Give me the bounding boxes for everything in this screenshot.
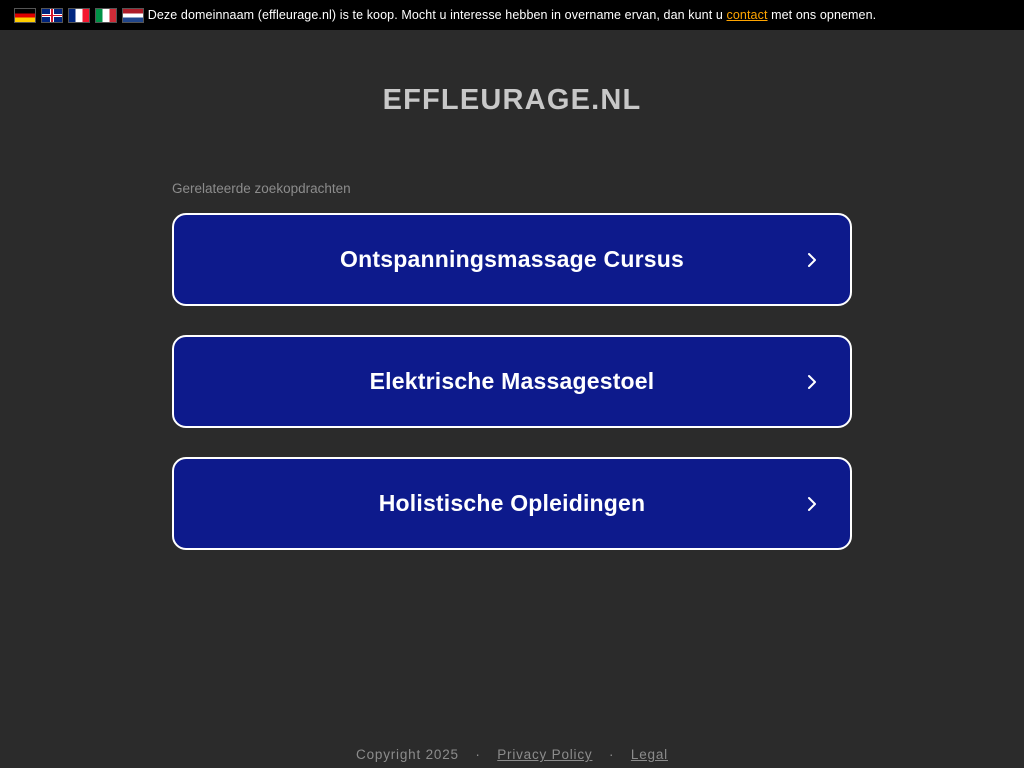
related-searches-label: Gerelateerde zoekopdrachten (172, 181, 351, 196)
footer (0, 747, 1024, 762)
footer-separator: · (609, 747, 615, 762)
contact-link[interactable]: contact (726, 8, 768, 22)
notice-text-suffix: met ons opnemen. (767, 8, 877, 22)
top-notice-bar (0, 0, 1024, 30)
footer-separator: · (475, 747, 481, 762)
flag-fr-icon[interactable] (68, 8, 90, 23)
privacy-policy-link[interactable]: Privacy Policy (497, 747, 593, 762)
chevron-right-icon (804, 252, 820, 268)
related-search-card-1[interactable] (172, 213, 852, 306)
flag-de-icon[interactable] (14, 8, 36, 23)
legal-link[interactable]: Legal (630, 747, 668, 762)
notice-text-prefix: Deze domeinnaam (effleurage.nl) is te koop. Mocht u interesse hebben in overname ervan, dan kunt u (147, 8, 727, 22)
page-body (0, 30, 1024, 768)
flag-nl-icon[interactable] (122, 8, 144, 23)
page-title: EFFLEURAGE.NL (382, 84, 642, 116)
copyright-text: Copyright 2025 (356, 747, 459, 762)
related-searches-list (172, 213, 852, 550)
related-search-card-2[interactable] (172, 335, 852, 428)
flag-it-icon[interactable] (95, 8, 117, 23)
related-search-card-3[interactable] (172, 457, 852, 550)
language-flag-switcher[interactable] (14, 0, 144, 30)
domain-for-sale-notice (0, 0, 1024, 30)
related-search-label: Ontspanningsmassage Cursus (340, 246, 684, 272)
chevron-right-icon (804, 496, 820, 512)
flag-gb-icon[interactable] (41, 8, 63, 23)
related-search-label: Holistische Opleidingen (378, 490, 646, 516)
chevron-right-icon (804, 374, 820, 390)
related-search-label: Elektrische Massagestoel (369, 368, 655, 394)
